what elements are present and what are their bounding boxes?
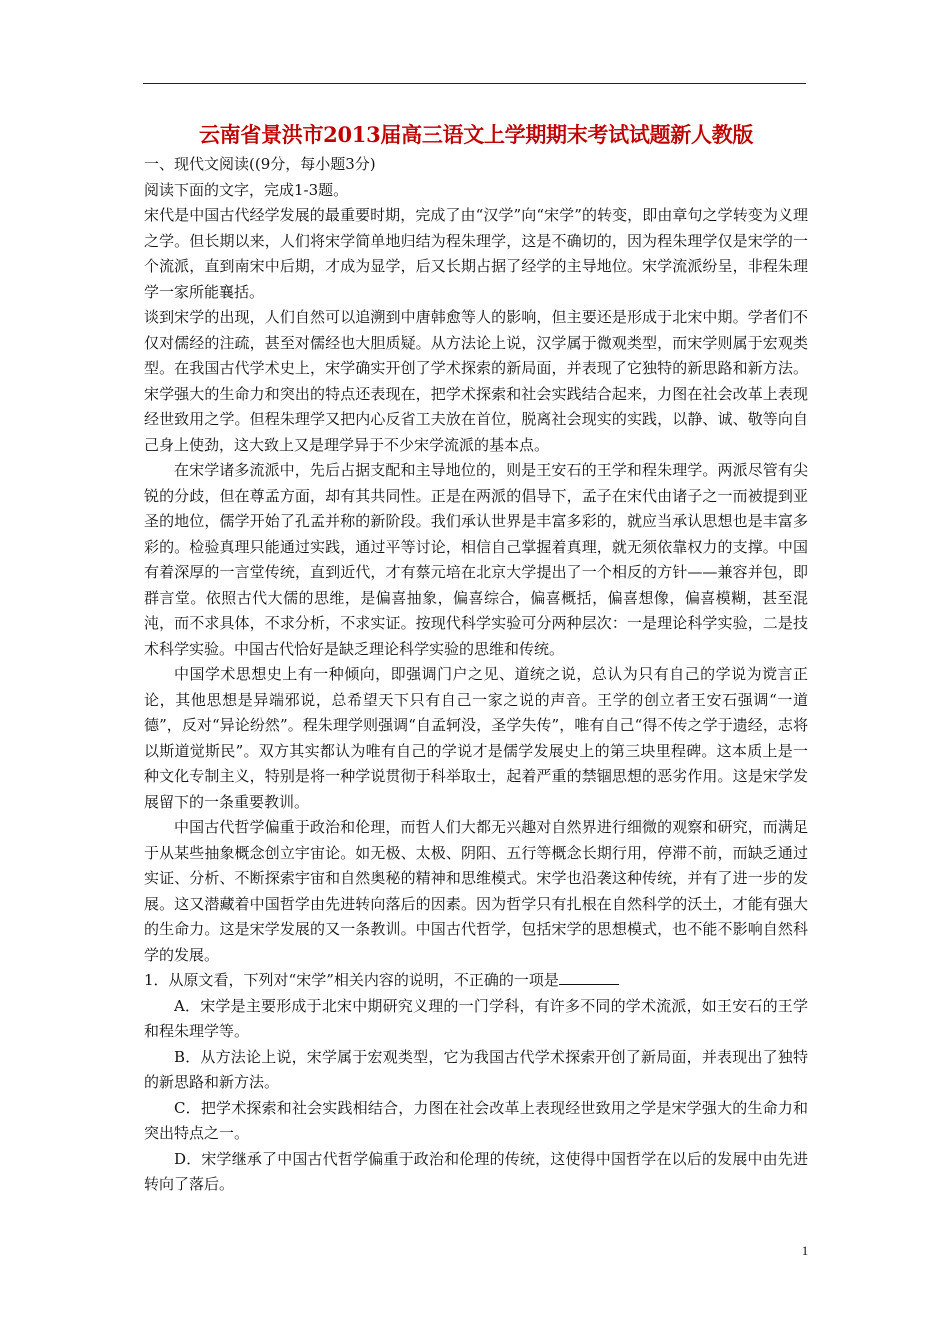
option-d: D．宋学继承了中国古代哲学偏重于政治和伦理的传统，这使得中国哲学在以后的发展中由先进转向了落后。 — [144, 1149, 808, 1193]
paragraph-5: 中国古代哲学偏重于政治和伦理，而哲人们大都无兴趣对自然界进行细微的观察和研究，而满足于从某些抽象概念创立宇宙论。如无极、太极、阴阳、五行等概念长期行用，停滞不前，而缺乏通过实证、分析、不断探索宇宙和自然奥秘的精神和思维模式。宋学也沿袭这种传统，并有了进一步的发展。这又潜藏着中国哲学由先进转向落后的因素。因为哲学只有扎根在自然科学的沃土，才能有强大的生命力。这是宋学发展的又一条教训。中国古代哲学，包括宋学的思想模式，也不能不影响自然科学的发展。 — [144, 818, 808, 964]
page-number: 1 — [801, 1243, 809, 1258]
document-title: 云南省景洪市2013届高三语文上学期期末考试试题新人教版 — [198, 122, 754, 147]
option-b: B．从方法论上说，宋学属于宏观类型，它为我国古代学术探索开创了新局面，并表现出了独特的新思路和新方法。 — [144, 1047, 808, 1091]
paragraph-4: 中国学术思想史上有一种倾向，即强调门户之见、道统之说，总认为只有自己的学说为谠言正论，其他思想是异端邪说，总希望天下只有自己一家之说的声音。王学的创立者王安石强调“一道德”，反对“异论纷然”。程朱理学则强调“自孟轲没，圣学失传”，唯有自己“得不传之学于遗经，志将以斯道觉斯民”。双方其实都认为唯有自己的学说才是儒学发展史上的第三块里程碑。这本质上是一种文化专制主义，特别是将一种学说贯彻于科举取士，起着严重的禁锢思想的恶劣作用。这是宋学发展留下的一条重要教训。 — [144, 665, 808, 811]
section-heading: 一、现代文阅读((9分，每小题3分) — [144, 155, 376, 173]
reading-instruction: 阅读下面的文字，完成1-3题。 — [144, 180, 349, 199]
paragraph-3: 在宋学诸多流派中，先后占据支配和主导地位的，则是王安石的王学和程朱理学。两派尽管有尖锐的分歧，但在尊孟方面，却有其共同性。正是在两派的倡导下，孟子在宋代由诸子之一而被提到亚圣的地位，儒学开始了孔孟并称的新阶段。我们承认世界是丰富多彩的，就应当承认思想也是丰富多彩的。检验真理只能通过实践，通过平等讨论，相信自己掌握着真理，就无须依靠权力的支撑。中国有着深厚的一言堂传统，直到近代，才有蔡元培在北京大学提出了一个相反的方针——兼容并包，即群言堂。依照古代大儒的思维，是偏喜抽象，偏喜综合，偏喜概括，偏喜想像，偏喜模糊，甚至混沌，而不求具体，不求分析，不求实证。按现代科学实验可分两种层次：一是理论科学实验，二是技术科学实验。中国古代恰好是缺乏理论科学实验的思维和传统。 — [144, 461, 808, 658]
header-rule — [143, 83, 806, 84]
document-body — [144, 121, 808, 1198]
paragraph-1: 宋代是中国古代经学发展的最重要时期，完成了由“汉学”向“宋学”的转变，即由章句之学转变为义理之学。但长期以来，人们将宋学简单地归结为程朱理学，这是不确切的，因为程朱理学仅是宋学的一个流派，直到南宋中后期，才成为显学，后又长期占据了经学的主导地位。宋学流派纷呈，非程朱理学一家所能襄括。 — [144, 206, 808, 301]
answer-blank — [559, 983, 619, 985]
question-stem-text: 1．从原文看，下列对“宋学”相关内容的说明，不正确的一项是 — [144, 971, 559, 989]
question-1-stem — [144, 968, 808, 994]
paragraph-2: 谈到宋学的出现，人们自然可以追溯到中唐韩愈等人的影响，但主要还是形成于北宋中期。学者们不仅对儒经的注疏，甚至对儒经也大胆质疑。从方法论上说，汉学属于微观类型，而宋学则属于宏观类型。在我国古代学术史上，宋学确实开创了学术探索的新局面，并表现了它独特的新思路和新方法。宋学强大的生命力和突出的特点还表现在，把学术探索和社会实践结合起来，力图在社会改革上表现经世致用之学。但程朱理学又把内心反省工夫放在首位，脱离社会现实的实践，以静、诚、敬等向自己身上使劲，这大致上又是理学异于不少宋学流派的基本点。 — [144, 308, 808, 454]
option-a: A．宋学是主要形成于北宋中期研究义理的一门学科，有许多不同的学术流派，如王安石的王学和程朱理学等。 — [144, 996, 808, 1040]
option-c: C．把学术探索和社会实践相结合，力图在社会改革上表现经世致用之学是宋学强大的生命力和突出特点之一。 — [144, 1098, 808, 1142]
